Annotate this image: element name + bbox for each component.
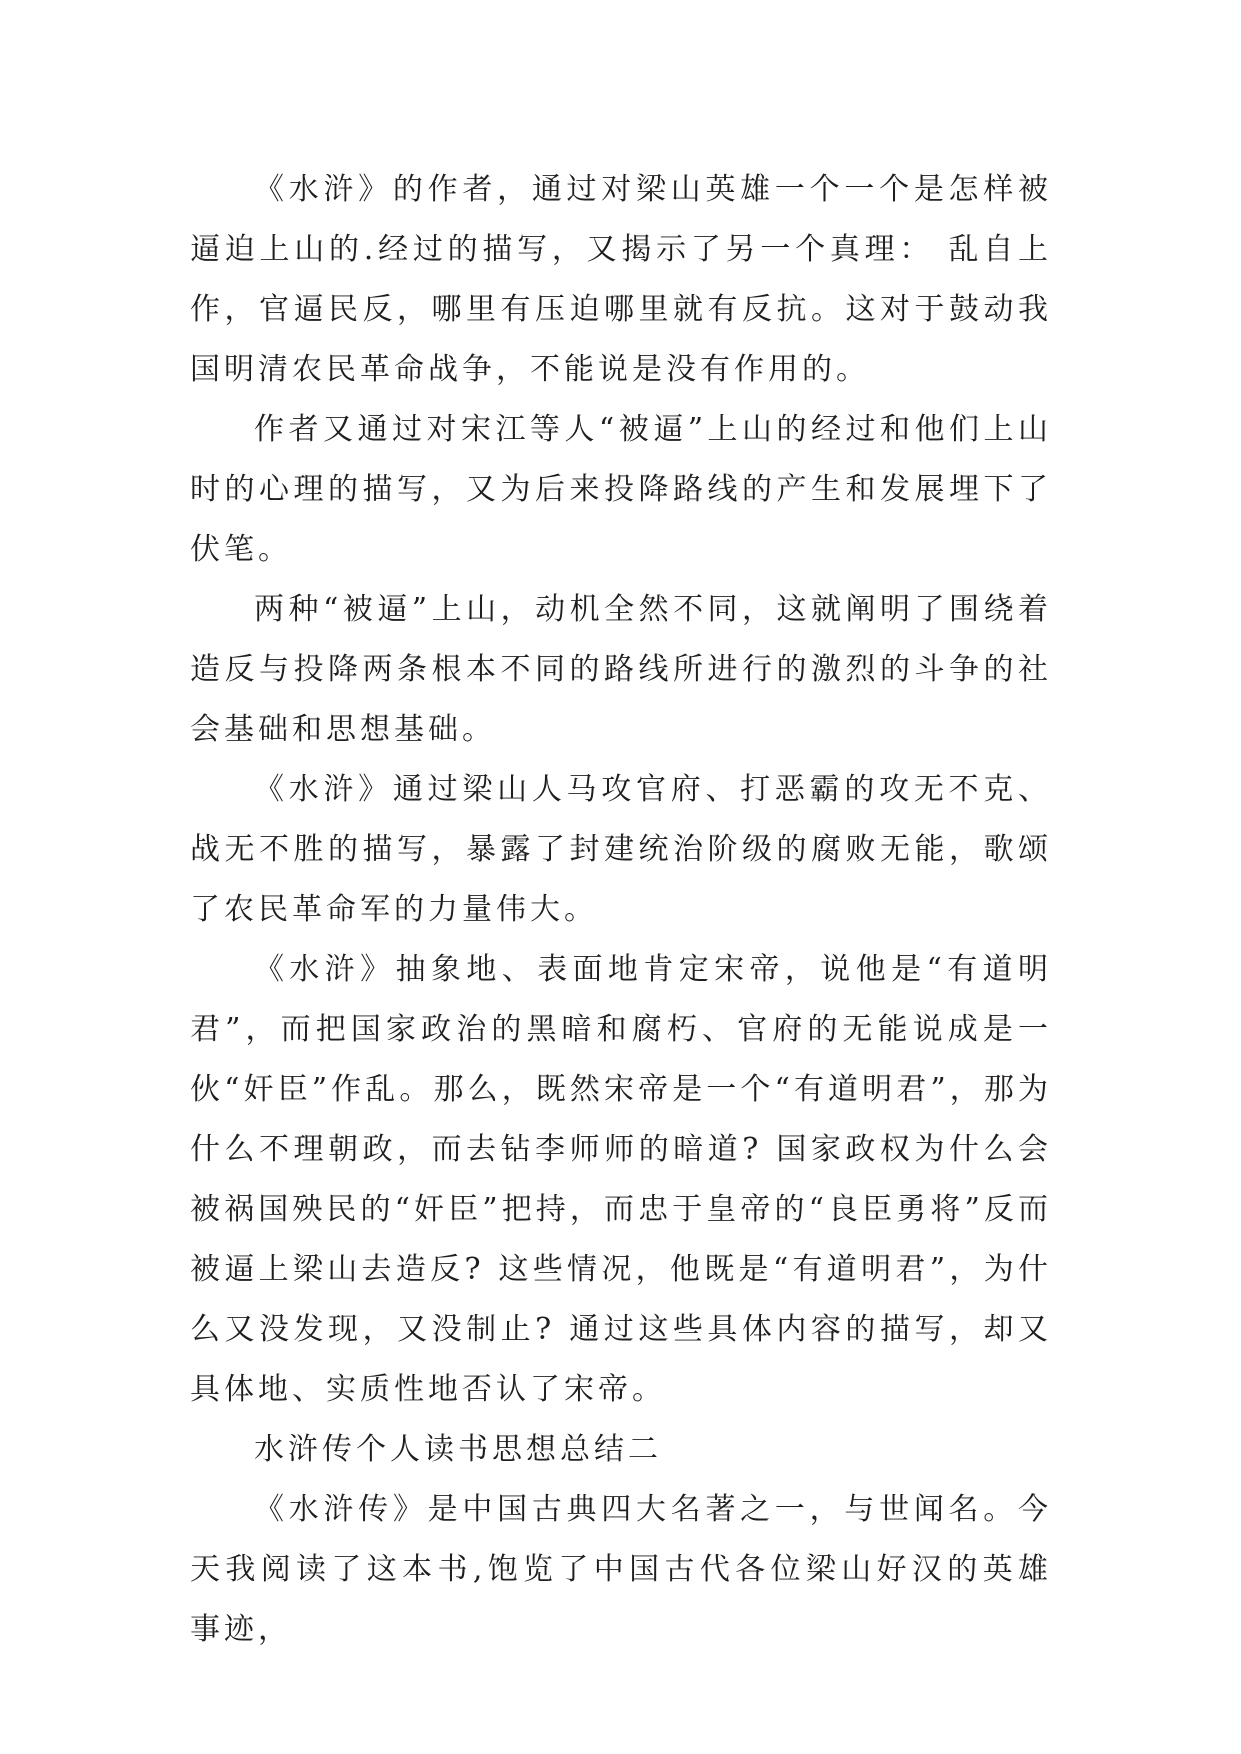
paragraph-5: 《水浒》抽象地、表面地肯定宋帝，说他是“有道明君”，而把国家政治的黑暗和腐朽、官府的无能说成是一伙“奸臣”作乱。那么，既然宋帝是一个“有道明君”，那为什么不理朝政，而去钻李师师的暗道? 国家政权为什么会被祸国殃民的“奸臣”把持，而忠于皇帝的“良臣勇将”反而被逼上梁山去造反? 这些情况，他既是“有道明君”，为什么又没发现，又没制止? 通过这些具体内容的描写，却又具体地、实质性地否认了宋帝。 bbox=[190, 952, 1052, 1407]
section-heading: 水浒传个人读书思想总结二 bbox=[254, 1432, 662, 1467]
paragraph-3: 两种“被逼”上山，动机全然不同，这就阐明了围绕着造反与投降两条根本不同的路线所进行的激烈的斗争的社会基础和思想基础。 bbox=[190, 592, 1052, 747]
paragraph-1: 《水浒》的作者，通过对梁山英雄一个一个是怎样被逼迫上山的.经过的描写，又揭示了另一个真理： 乱自上作，官逼民反，哪里有压迫哪里就有反抗。这对于鼓动我国明清农民革命战争，不能说是没有作用的。 bbox=[190, 172, 1052, 387]
document-body bbox=[190, 160, 1052, 1660]
paragraph-4: 《水浒》通过梁山人马攻官府、打恶霸的攻无不克、战无不胜的描写，暴露了封建统治阶级的腐败无能，歌颂了农民革命军的力量伟大。 bbox=[190, 772, 1052, 927]
paragraph-2: 作者又通过对宋江等人“被逼”上山的经过和他们上山时的心理的描写，又为后来投降路线的产生和发展埋下了伏笔。 bbox=[190, 412, 1052, 567]
paragraph-6: 《水浒传》是中国古典四大名著之一，与世闻名。今天我阅读了这本书,饱览了中国古代各位梁山好汉的英雄事迹， bbox=[190, 1492, 1052, 1647]
